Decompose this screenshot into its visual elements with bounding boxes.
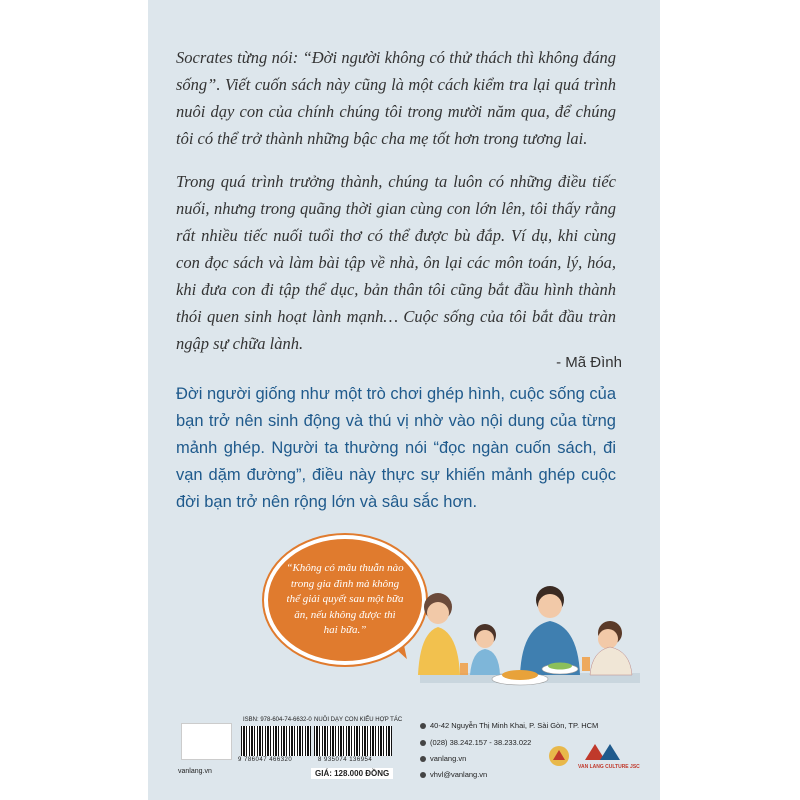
isbn-barcode <box>241 726 311 756</box>
qr-label: vanlang.vn <box>178 768 212 775</box>
isbn-barcode-number: 9 786047 466320 <box>238 757 293 763</box>
price-barcode <box>314 726 392 756</box>
location-icon <box>420 723 426 729</box>
phone-text: (028) 38.242.157 - 38.233.022 <box>430 738 532 747</box>
website-line <box>420 754 466 763</box>
highlight-paragraph: Đời người giống như một trò chơi ghép hình, cuộc sống của bạn trở nên sinh động và thú vị nhờ vào nội dung của từng mảnh ghép. Người ta thường nói “đọc ngàn cuốn sách, đi vạn dặm đường”, điều này thực sự khiến mảnh ghép cuộc đời bạn trở nên rộng lớn và sâu sắc hơn. <box>176 385 616 511</box>
phone-line <box>420 738 531 747</box>
boy-body <box>590 647 632 675</box>
van-lang-logo-icon <box>580 740 630 764</box>
glass <box>460 663 468 675</box>
qr-code <box>181 723 232 760</box>
quote-text: “Không có mâu thuẫn nào trong gia đình mà không thể giải quyết sau một bữa ăn, nếu không được thì hai bữa.” <box>286 562 404 637</box>
food <box>502 670 538 680</box>
website-text: vanlang.vn <box>430 754 467 763</box>
father-head <box>538 594 562 618</box>
price-label: GIÁ: 128.000 ĐỒNG <box>311 768 393 779</box>
author-signature: - Mã Đình <box>556 354 622 371</box>
girl-body <box>470 649 500 675</box>
globe-icon <box>420 756 426 762</box>
intro-paragraph: Socrates từng nói: “Đời người không có thử thách thì không đáng sống”. Viết cuốn sách này cũng là một cách kiểm tra lại quá trình nuôi dạy con của chính chúng tôi trong mười năm qua, để chúng tôi có thể trở thành những bậc cha mẹ tốt hơn trong tương lai. <box>176 48 616 148</box>
address-text: 40-42 Nguyễn Thị Minh Khai, P. Sài Gòn, TP. HCM <box>430 721 599 730</box>
email-line <box>420 770 487 779</box>
series-title: NUÔI DẠY CON KIỂU HỢP TÁC <box>314 717 403 723</box>
price-barcode-number: 8 935074 136954 <box>318 757 373 763</box>
family-dinner-illustration <box>400 555 660 710</box>
publisher-logo-text: VAN LANG CULTURE JSC <box>578 764 640 770</box>
boy-head <box>598 629 618 649</box>
address-line <box>420 721 598 730</box>
mail-icon <box>420 772 426 778</box>
email-text: vhvl@vanlang.vn <box>430 770 488 779</box>
story-paragraph: Trong quá trình trưởng thành, chúng ta luôn có những điều tiếc nuối, nhưng trong quãng thời gian cùng con lớn lên, tôi thấy rằng rất nhiều tiếc nuối tuổi thơ có thể được bù đắp. Ví dụ, khi cùng con đọc sách và làm bài tập về nhà, ôn lại các môn toán, lý, hóa, khi đưa con đi tập thể dục, bản thân tôi cũng bắt đầu hình thành thói quen sinh hoạt lành mạnh… Cuộc sống của tôi bắt đầu tràn ngập sự chữa lành. <box>176 172 616 353</box>
phone-icon <box>420 740 426 746</box>
isbn-text: ISBN: 978-604-74-6632-0 <box>243 717 312 723</box>
publisher-emblem-icon <box>545 744 573 768</box>
girl-head <box>476 630 494 648</box>
mother-body <box>418 627 460 675</box>
